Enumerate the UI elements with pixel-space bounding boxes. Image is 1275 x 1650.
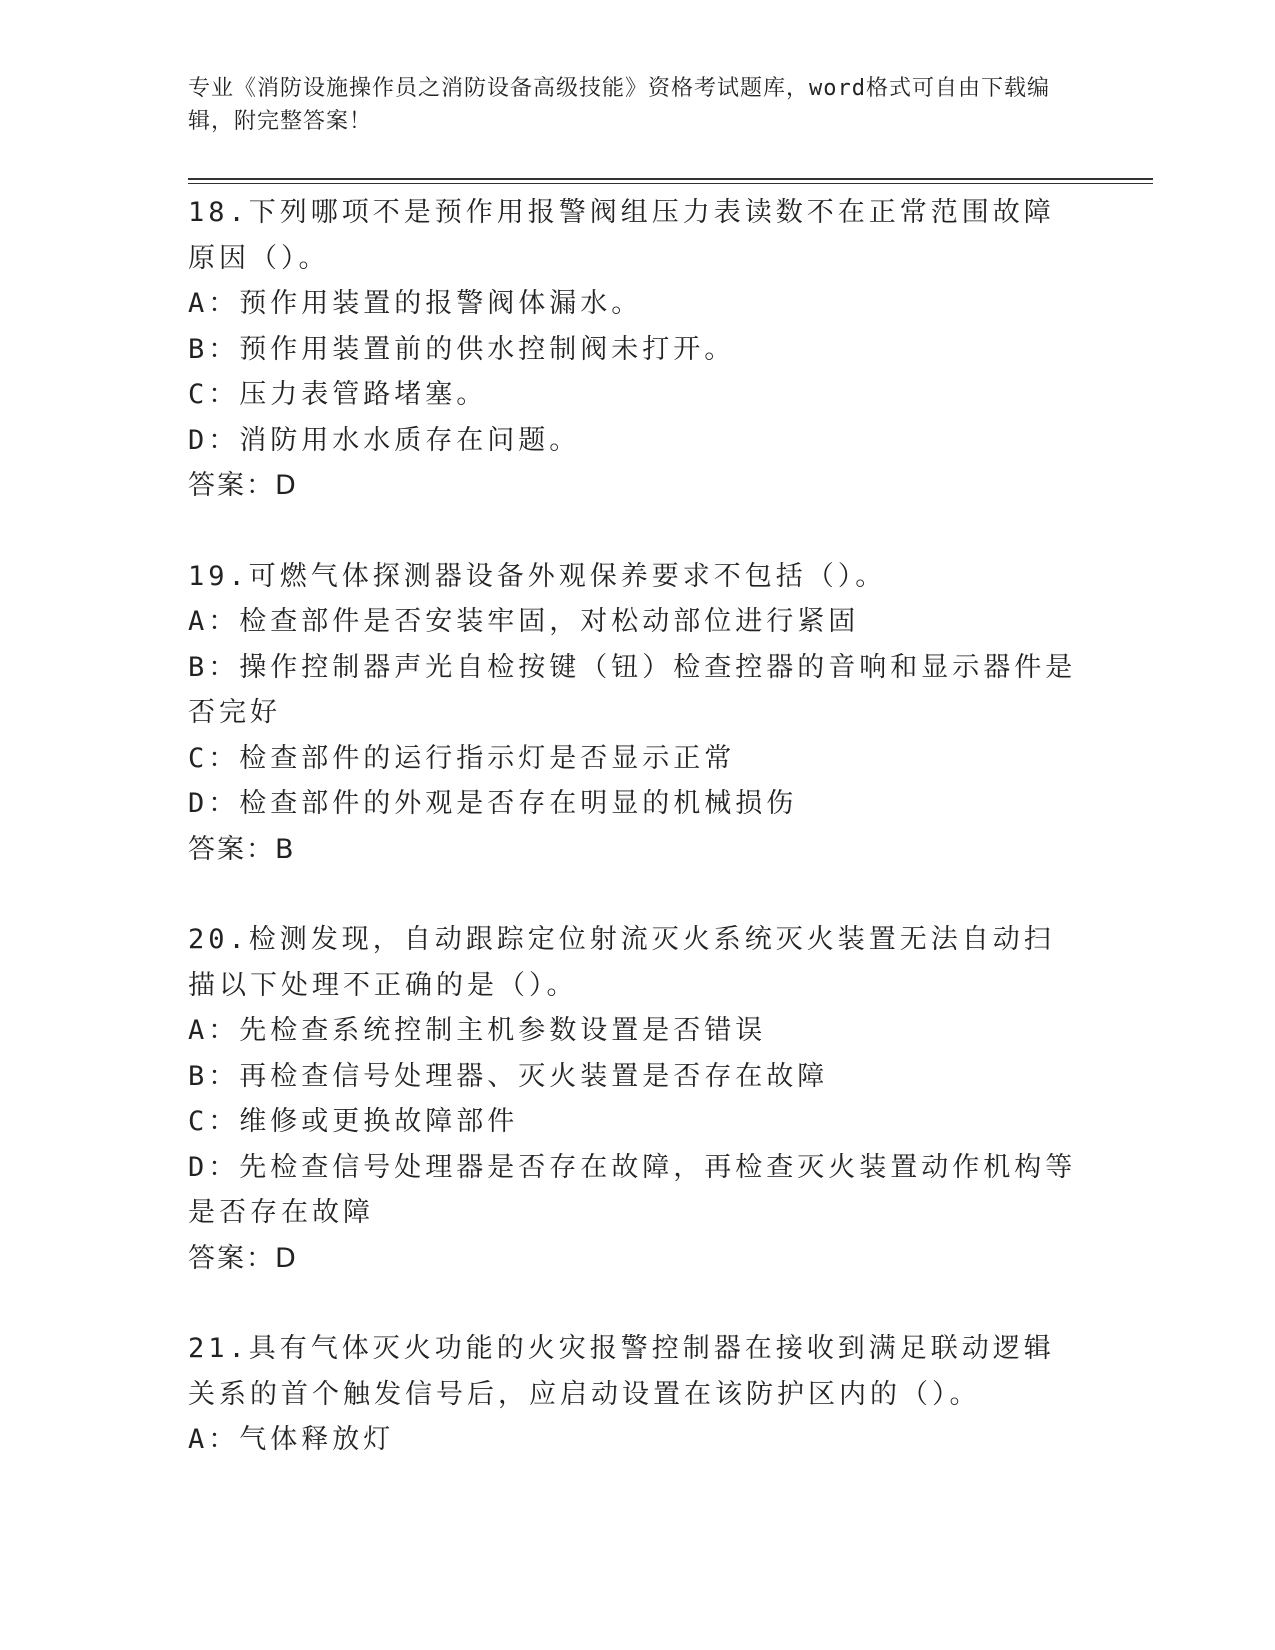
question-19	[188, 554, 1083, 873]
option-a: A：先检查系统控制主机参数设置是否错误	[188, 1015, 767, 1046]
question-text: 18.下列哪项不是预作用报警阀组压力表读数不在正常范围故障原因（）。	[188, 197, 1055, 274]
question-21	[188, 1326, 1083, 1463]
header-divider	[188, 178, 1153, 180]
option-a: A：检查部件是否安装牢固，对松动部位进行紧固	[188, 606, 860, 637]
option-a: A：预作用装置的报警阀体漏水。	[188, 288, 643, 319]
answer: 答案：D	[188, 470, 298, 501]
option-c: C：压力表管路堵塞。	[188, 379, 488, 410]
option-c: C：维修或更换故障部件	[188, 1106, 519, 1137]
question-text: 21.具有气体灭火功能的火灾报警控制器在接收到满足联动逻辑关系的首个触发信号后，应启动设置在该防护区内的（）。	[188, 1333, 1055, 1410]
question-text: 20.检测发现，自动跟踪定位射流灭火系统灭火装置无法自动扫描以下处理不正确的是（）。	[188, 924, 1055, 1001]
option-c: C：检查部件的运行指示灯是否显示正常	[188, 742, 736, 774]
option-a: A：气体释放灯	[188, 1424, 395, 1455]
document-header: 专业《消防设施操作员之消防设备高级技能》资格考试题库，word格式可自由下载编辑，附完整答案！	[188, 76, 1050, 134]
question-list	[188, 190, 1083, 1508]
answer: 答案：B	[188, 833, 296, 865]
question-text: 19.可燃气体探测器设备外观保养要求不包括（）。	[188, 560, 887, 592]
question-18	[188, 190, 1083, 509]
option-d: D：检查部件的外观是否存在明显的机械损伤	[188, 788, 798, 819]
question-20	[188, 917, 1083, 1281]
option-d: D：消防用水水质存在问题。	[188, 424, 581, 456]
option-b: B：预作用装置前的供水控制阀未打开。	[188, 333, 736, 365]
option-b: B：再检查信号处理器、灭火装置是否存在故障	[188, 1060, 829, 1092]
option-b: B：操作控制器声光自检按键（钮）检查控器的音响和显示器件是否完好	[188, 651, 1077, 728]
header-divider-thin	[188, 183, 1153, 184]
answer: 答案：D	[188, 1242, 298, 1274]
option-d: D：先检查信号处理器是否存在故障，再检查灭火装置动作机构等是否存在故障	[188, 1151, 1077, 1228]
